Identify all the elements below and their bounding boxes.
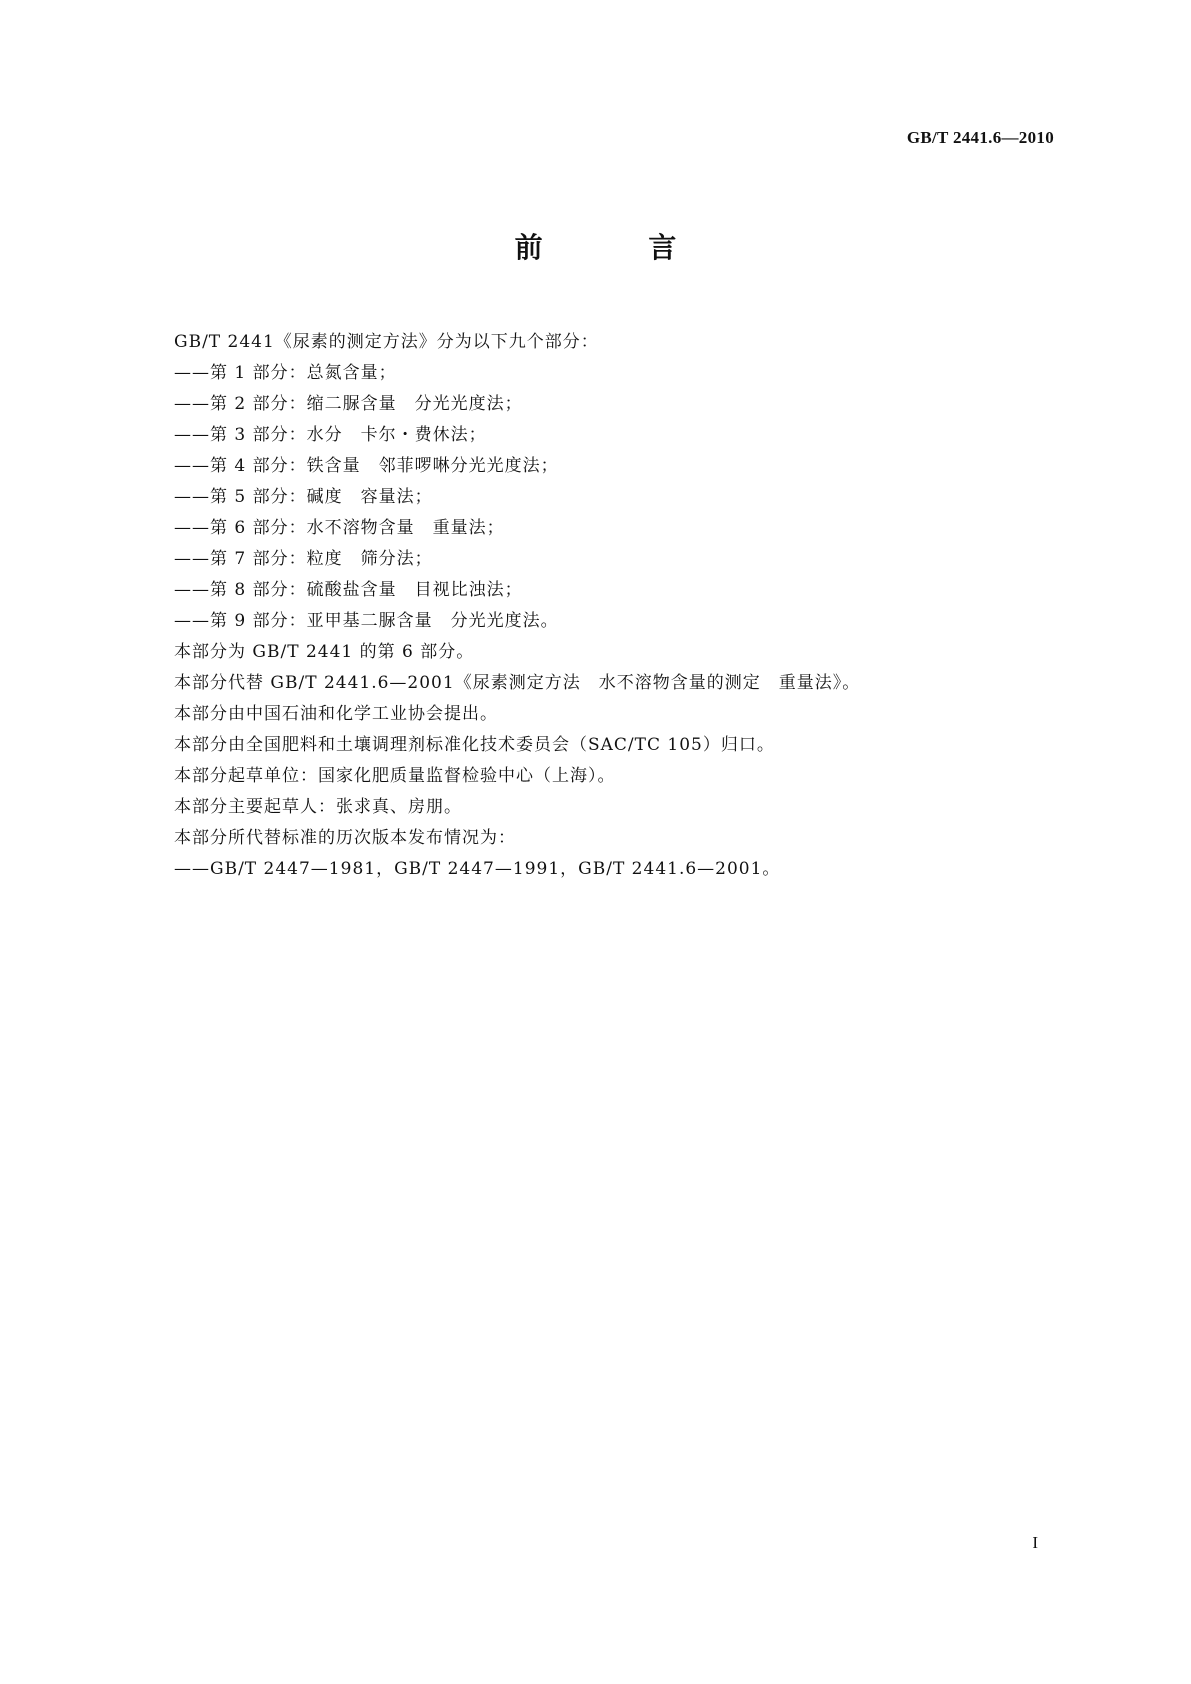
foreword-paragraph: 本部分由中国石油和化学工业协会提出。 <box>174 704 498 724</box>
part-list-item: ——第 7 部分：粒度 筛分法； <box>174 549 433 569</box>
part-list-item: ——第 5 部分：碱度 容量法； <box>174 487 433 507</box>
part-list-item: ——第 1 部分：总氮含量； <box>174 363 397 383</box>
part-list-item: ——第 3 部分：水分 卡尔・费休法； <box>174 425 487 445</box>
foreword-paragraph: 本部分起草单位：国家化肥质量监督检验中心（上海）。 <box>174 766 616 786</box>
part-list-item: ——第 8 部分：硫酸盐含量 目视比浊法； <box>174 580 523 600</box>
part-list-item: ——第 2 部分：缩二脲含量 分光光度法； <box>174 394 523 414</box>
page-title: 前 言 <box>514 231 725 264</box>
foreword-body <box>174 327 1054 885</box>
version-history-item: ——GB/T 2447—1981，GB/T 2447—1991，GB/T 2441.6—2001。 <box>174 859 781 879</box>
foreword-paragraph: 本部分由全国肥料和土壤调理剂标准化技术委员会（SAC/TC 105）归口。 <box>174 735 775 755</box>
foreword-paragraph: 本部分为 GB/T 2441 的第 6 部分。 <box>174 642 475 662</box>
part-list-item: ——第 6 部分：水不溶物含量 重量法； <box>174 518 505 538</box>
page-number: I <box>1032 1533 1038 1552</box>
foreword-paragraph: 本部分所代替标准的历次版本发布情况为： <box>174 828 516 848</box>
foreword-paragraph: 本部分代替 GB/T 2441.6—2001《尿素测定方法 水不溶物含量的测定 重量法》。 <box>174 673 861 693</box>
foreword-intro: GB/T 2441《尿素的测定方法》分为以下九个部分： <box>174 332 599 352</box>
part-list-item: ——第 9 部分：亚甲基二脲含量 分光光度法。 <box>174 611 559 631</box>
part-list-item: ——第 4 部分：铁含量 邻菲啰啉分光光度法； <box>174 456 559 476</box>
standard-number: GB/T 2441.6—2010 <box>906 128 1054 147</box>
foreword-paragraph: 本部分主要起草人：张求真、房朋。 <box>174 797 462 817</box>
